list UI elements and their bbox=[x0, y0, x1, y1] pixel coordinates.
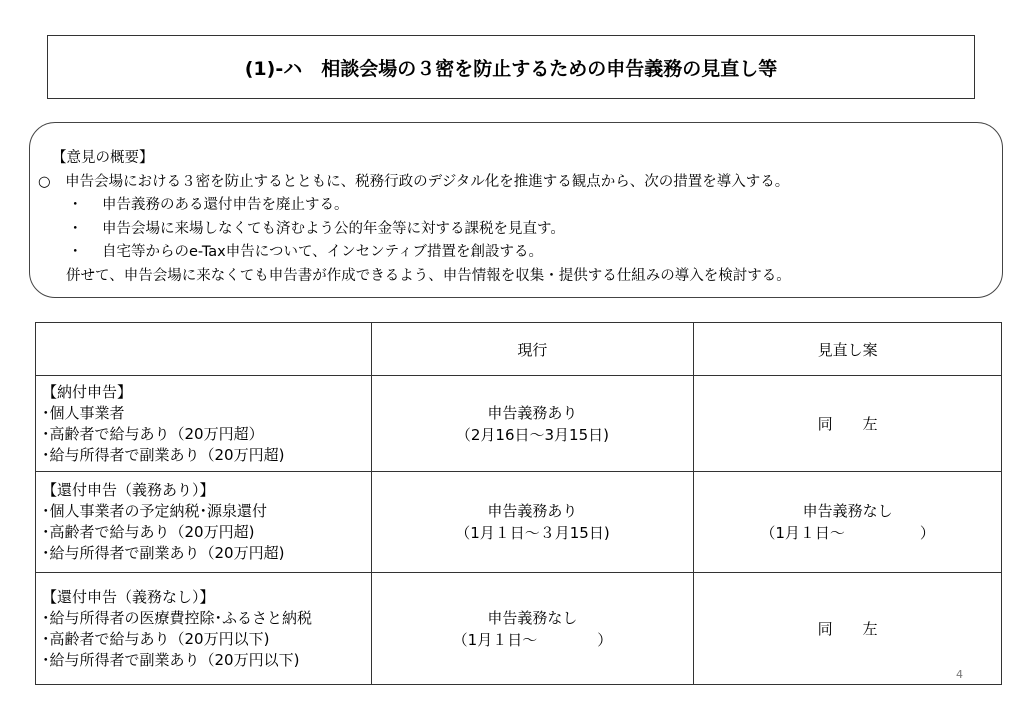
proposal-cell bbox=[694, 376, 1002, 472]
category-item: ･個人事業者 bbox=[42, 403, 125, 422]
category-item: ･給与所得者で副業あり（20万円以下) bbox=[42, 650, 300, 669]
summary-box bbox=[29, 122, 1003, 298]
header-cell-current: 現行 bbox=[371, 323, 694, 376]
category-item: ･個人事業者の予定納税･源泉還付 bbox=[42, 502, 268, 520]
category-item: ･給与所得者の医療費控除･ふるさと納税 bbox=[42, 608, 313, 627]
current-status: 申告義務あり bbox=[487, 403, 578, 422]
summary-main: ○ 申告会場における３密を防止するとともに、税務行政のデジタル化を推進する観点から、次の措置を導入する。 bbox=[38, 173, 790, 190]
current-cell bbox=[371, 573, 694, 685]
category-item: ･給与所得者で副業あり（20万円超) bbox=[42, 445, 285, 464]
current-cell bbox=[371, 376, 694, 472]
proposal-status: 同 左 bbox=[817, 414, 878, 433]
table-row bbox=[36, 573, 1002, 685]
category-cell bbox=[36, 472, 372, 573]
table-header-row bbox=[36, 323, 1002, 376]
page-number: 4 bbox=[956, 668, 963, 681]
category-title: 【還付申告（義務なし）】 bbox=[42, 587, 215, 606]
category-item: ･高齢者で給与あり（20万円超) bbox=[42, 523, 255, 541]
bullet-mark: ・ bbox=[68, 197, 83, 213]
summary-bullet-text: 申告会場に来場しなくても済むよう公的年金等に対する課税を見直す。 bbox=[102, 220, 565, 237]
header-cell-blank bbox=[36, 323, 372, 376]
current-period: （1月１日～３月15日) bbox=[455, 524, 610, 542]
summary-bullet-text: 自宅等からのe-Tax申告について、インセンティブ措置を創設する。 bbox=[102, 244, 544, 260]
summary-closing: 併せて、申告会場に来なくても申告書が作成できるよう、申告情報を収集・提供する仕組みの導入を検討する。 bbox=[66, 267, 791, 284]
proposal-period: （1月１日～ ） bbox=[760, 524, 935, 542]
summary-heading: 【意見の概要】 bbox=[52, 150, 154, 166]
category-item: ･高齢者で給与あり（20万円超） bbox=[42, 424, 264, 443]
current-period: （1月１日～ ） bbox=[452, 630, 613, 649]
category-item: ･高齢者で給与あり（20万円以下) bbox=[42, 629, 270, 648]
current-period: （2月16日～3月15日) bbox=[455, 425, 609, 444]
current-status: 申告義務あり bbox=[487, 502, 578, 520]
summary-bullet-text: 申告義務のある還付申告を廃止する。 bbox=[102, 197, 349, 213]
summary-bullet-3 bbox=[52, 241, 1002, 265]
comparison-table bbox=[35, 322, 1002, 685]
title-box bbox=[47, 35, 975, 99]
summary-bullet-2 bbox=[52, 218, 1002, 242]
bullet-mark: ・ bbox=[68, 244, 83, 260]
category-title: 【還付申告（義務あり）】 bbox=[42, 481, 215, 499]
proposal-status: 申告義務なし bbox=[802, 502, 893, 520]
category-cell bbox=[36, 573, 372, 685]
page-title: (1)-ハ 相談会場の３密を防止するための申告義務の見直し等 bbox=[244, 57, 778, 80]
category-cell bbox=[36, 376, 372, 472]
table-row bbox=[36, 472, 1002, 573]
category-item: ･給与所得者で副業あり（20万円超) bbox=[42, 544, 285, 562]
summary-bullet-1 bbox=[52, 194, 1002, 218]
category-title: 【納付申告】 bbox=[42, 382, 133, 401]
bullet-mark: ・ bbox=[68, 220, 83, 237]
proposal-cell bbox=[694, 472, 1002, 573]
current-status: 申告義務なし bbox=[487, 608, 578, 627]
current-cell bbox=[371, 472, 694, 573]
table-row bbox=[36, 376, 1002, 472]
proposal-status: 同 左 bbox=[817, 619, 878, 638]
header-cell-proposal: 見直し案 bbox=[694, 323, 1002, 376]
